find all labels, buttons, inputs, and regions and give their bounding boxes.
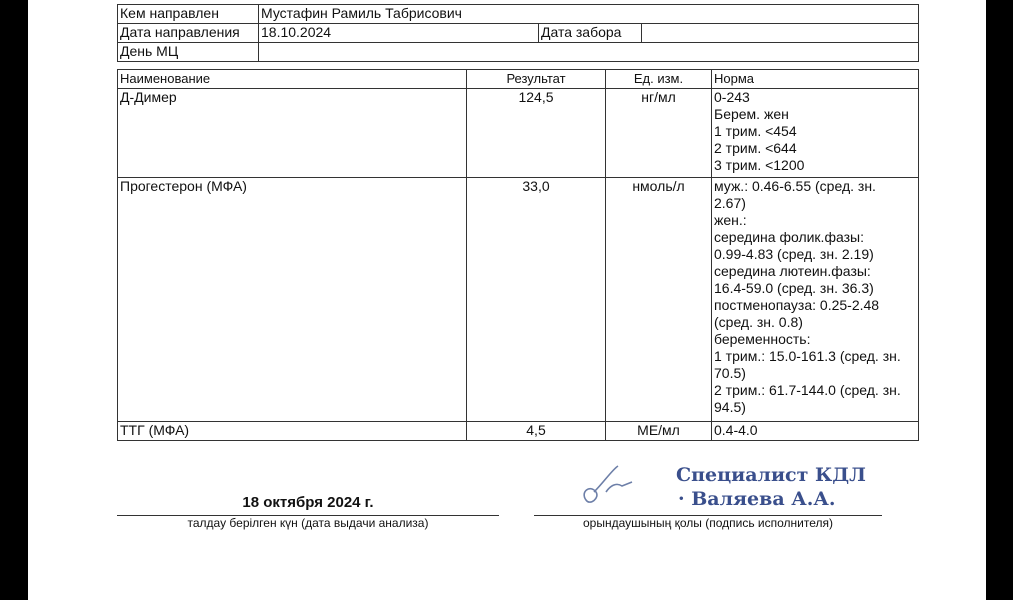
column-name-header: Наименование xyxy=(118,70,467,89)
stamp-name: · Валяева А.А. xyxy=(678,488,836,510)
document-page xyxy=(28,0,986,600)
norm-line: середина лютеин.фазы: xyxy=(714,263,871,279)
test-name: Д-Димер xyxy=(118,89,467,178)
collection-date-label: Дата забора xyxy=(539,24,642,43)
signature-caption: орындаушының қолы (подпись исполнителя) xyxy=(583,516,833,530)
norm-line: 70.5) xyxy=(714,365,746,381)
norm-line: 2 трим.: 61.7-144.0 (сред. зн. xyxy=(714,382,901,398)
referred-by-label: Кем направлен xyxy=(118,5,259,24)
cycle-day-label: День МЦ xyxy=(118,43,259,62)
test-norm xyxy=(712,422,919,441)
table-row xyxy=(118,89,919,178)
test-unit: МЕ/мл xyxy=(606,422,712,441)
norm-line: Берем. жен xyxy=(714,106,789,122)
norm-line: беременность: xyxy=(714,331,811,347)
collection-date-value xyxy=(642,24,919,43)
test-result: 33,0 xyxy=(467,178,606,422)
norm-line: 94.5) xyxy=(714,399,746,415)
test-norm xyxy=(712,89,919,178)
test-unit: нг/мл xyxy=(606,89,712,178)
referral-date-label: Дата направления xyxy=(118,24,259,43)
referral-info-table xyxy=(117,4,919,62)
results-table xyxy=(117,69,919,441)
norm-line: 0-243 xyxy=(714,89,750,105)
test-name: ТТГ (МФА) xyxy=(118,422,467,441)
cycle-day-value xyxy=(259,43,919,62)
column-result-header: Результат xyxy=(467,70,606,89)
norm-line: 16.4-59.0 (сред. зн. 36.3) xyxy=(714,280,874,296)
norm-line: 0.99-4.83 (сред. зн. 2.19) xyxy=(714,246,874,262)
column-norm-header: Норма xyxy=(712,70,919,89)
norm-line: 1 трим.: 15.0-161.3 (сред. зн. xyxy=(714,348,901,364)
norm-line: муж.: 0.46-6.55 (сред. зн. xyxy=(714,178,876,194)
norm-line: 0.4-4.0 xyxy=(714,422,758,438)
norm-line: 2.67) xyxy=(714,195,746,211)
norm-line: (сред. зн. 0.8) xyxy=(714,314,803,330)
norm-line: 2 трим. <644 xyxy=(714,140,797,156)
referral-date-value: 18.10.2024 xyxy=(259,24,539,43)
norm-line: 3 трим. <1200 xyxy=(714,157,805,173)
issue-date-caption: талдау берілген күн (дата выдачи анализа) xyxy=(187,516,429,530)
test-result: 124,5 xyxy=(467,89,606,178)
referred-by-value: Мустафин Рамиль Табрисович xyxy=(259,5,919,24)
norm-line: середина фолик.фазы: xyxy=(714,229,864,245)
test-result: 4,5 xyxy=(467,422,606,441)
stamp-specialist: Специалист КДЛ xyxy=(676,464,866,486)
column-unit-header: Ед. изм. xyxy=(606,70,712,89)
issue-date: 18 октября 2024 г. xyxy=(242,494,374,511)
handwritten-signature xyxy=(576,462,646,512)
table-row xyxy=(118,422,919,441)
test-name: Прогестерон (МФА) xyxy=(118,178,467,422)
norm-line: жен.: xyxy=(714,212,747,228)
norm-line: 1 трим. <454 xyxy=(714,123,797,139)
test-unit: нмоль/л xyxy=(606,178,712,422)
table-row xyxy=(118,178,919,422)
test-norm xyxy=(712,178,919,422)
norm-line: постменопауза: 0.25-2.48 xyxy=(714,297,880,313)
